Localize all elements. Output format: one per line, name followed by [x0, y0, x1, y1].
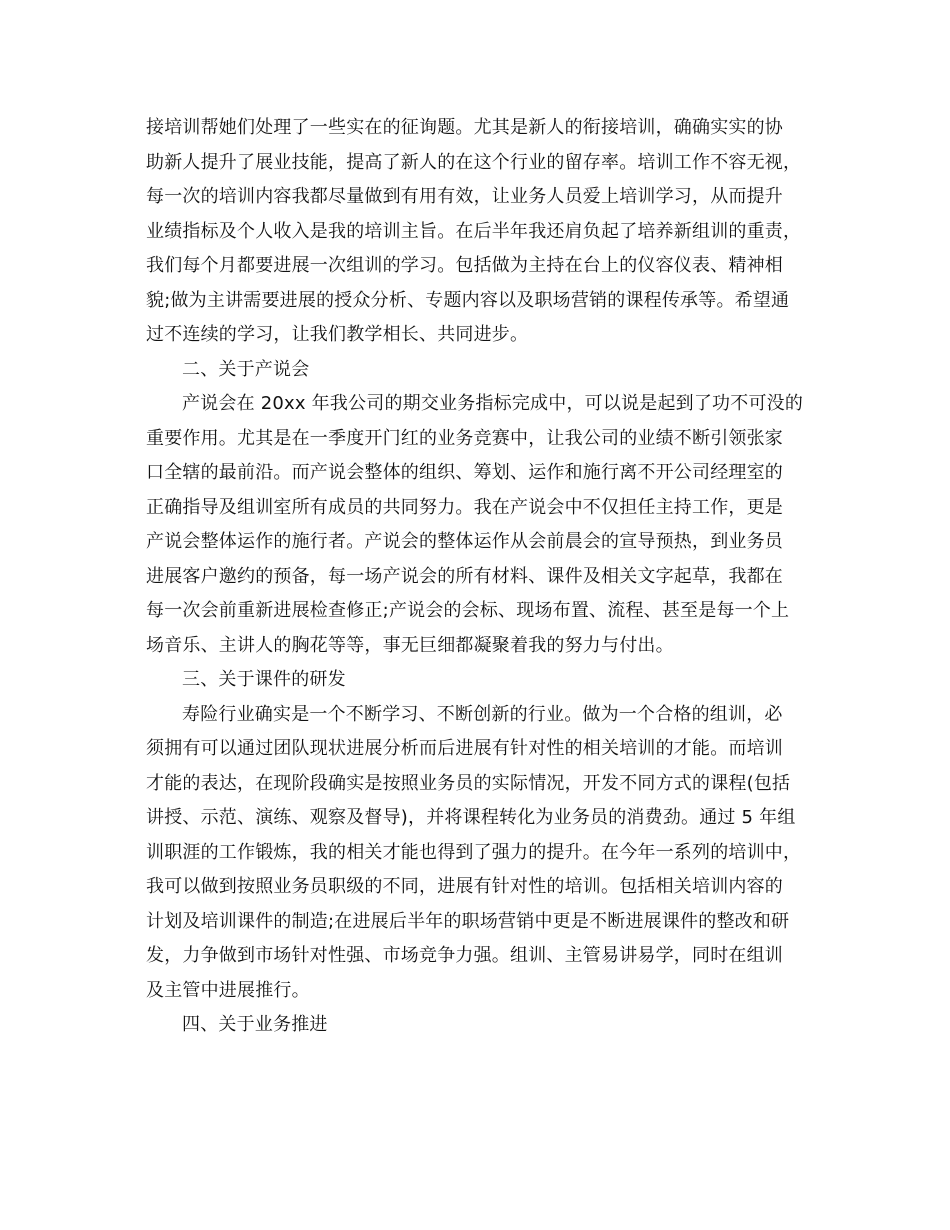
text-line: 寿险行业确实是一个不断学习、不断创新的行业。做为一个合格的组训，必 — [182, 703, 783, 725]
text-line: 每一次会前重新进展检查修正;产说会的会标、现场布置、流程、甚至是每一个上 — [146, 600, 790, 621]
text-line: 产说会整体运作的施行者。产说会的整体运作从会前晨会的宣导预热，到业务员 — [146, 531, 783, 552]
text-line: 才能的表达，在现阶段确实是按照业务员的实际情况，开发不同方式的课程(包括 — [146, 772, 791, 794]
text-line: 貌;做为主讲需要进展的授众分析、专题内容以及职场营销的课程传承等。希望通 — [146, 289, 790, 311]
text-line: 训职涯的工作锻炼，我的相关才能也得到了强力的提升。在今年一系列的培训中， — [146, 841, 802, 863]
text-line: 业绩指标及个人收入是我的培训主旨。在后半年我还肩负起了培养新组训的重责， — [146, 220, 802, 242]
text-line: 讲授、示范、演练、观察及督导)，并将课程转化为业务员的消费劲。通过 5 年组 — [146, 807, 796, 828]
text-line: 接培训帮她们处理了一些实在的征询题。尤其是新人的衔接培训，确确实实的协 — [146, 117, 783, 138]
text-line: 发，力争做到市场针对性强、市场竞争力强。组训、主管易讲易学，同时在组训 — [146, 945, 783, 966]
text-line: 计划及培训课件的制造;在进展后半年的职场营销中更是不断进展课件的整改和研 — [146, 910, 790, 932]
text-line: 我可以做到按照业务员职级的不同，进展有针对性的培训。包括相关培训内容的 — [146, 876, 783, 897]
text-line: 每一次的培训内容我都尽量做到有用有效，让业务人员爱上培训学习，从而提升 — [146, 186, 783, 207]
document-body — [146, 111, 816, 1043]
text-line: 重要作用。尤其是在一季度开门红的业务竞赛中，让我公司的业绩不断引领张家 — [146, 427, 783, 449]
section-heading: 二、关于产说会 — [182, 358, 310, 380]
text-line: 须拥有可以通过团队现状进展分析而后进展有针对性的相关培训的才能。而培训 — [146, 738, 783, 759]
text-line: 产说会在 20xx 年我公司的期交业务指标完成中，可以说是起到了功不可没的 — [182, 393, 804, 414]
section-heading: 三、关于课件的研发 — [182, 669, 346, 690]
section-heading: 四、关于业务推进 — [182, 1014, 328, 1035]
text-line: 正确指导及组训室所有成员的共同努力。我在产说会中不仅担任主持工作，更是 — [146, 496, 783, 518]
text-line: 及主管中进展推行。 — [146, 979, 310, 1001]
text-line: 口全辖的最前沿。而产说会整体的组织、筹划、运作和施行离不开公司经理室的 — [146, 462, 783, 483]
text-line: 进展客户邀约的预备，每一场产说会的所有材料、课件及相关文字起草，我都在 — [146, 565, 783, 587]
text-line: 我们每个月都要进展一次组训的学习。包括做为主持在台上的仪容仪表、精神相 — [146, 255, 783, 276]
text-line: 场音乐、主讲人的胸花等等，事无巨细都凝聚着我的努力与付出。 — [146, 634, 674, 656]
text-line: 过不连续的学习，让我们教学相长、共同进步。 — [146, 324, 529, 345]
text-line: 助新人提升了展业技能，提高了新人的在这个行业的留存率。培训工作不容无视， — [146, 151, 802, 173]
